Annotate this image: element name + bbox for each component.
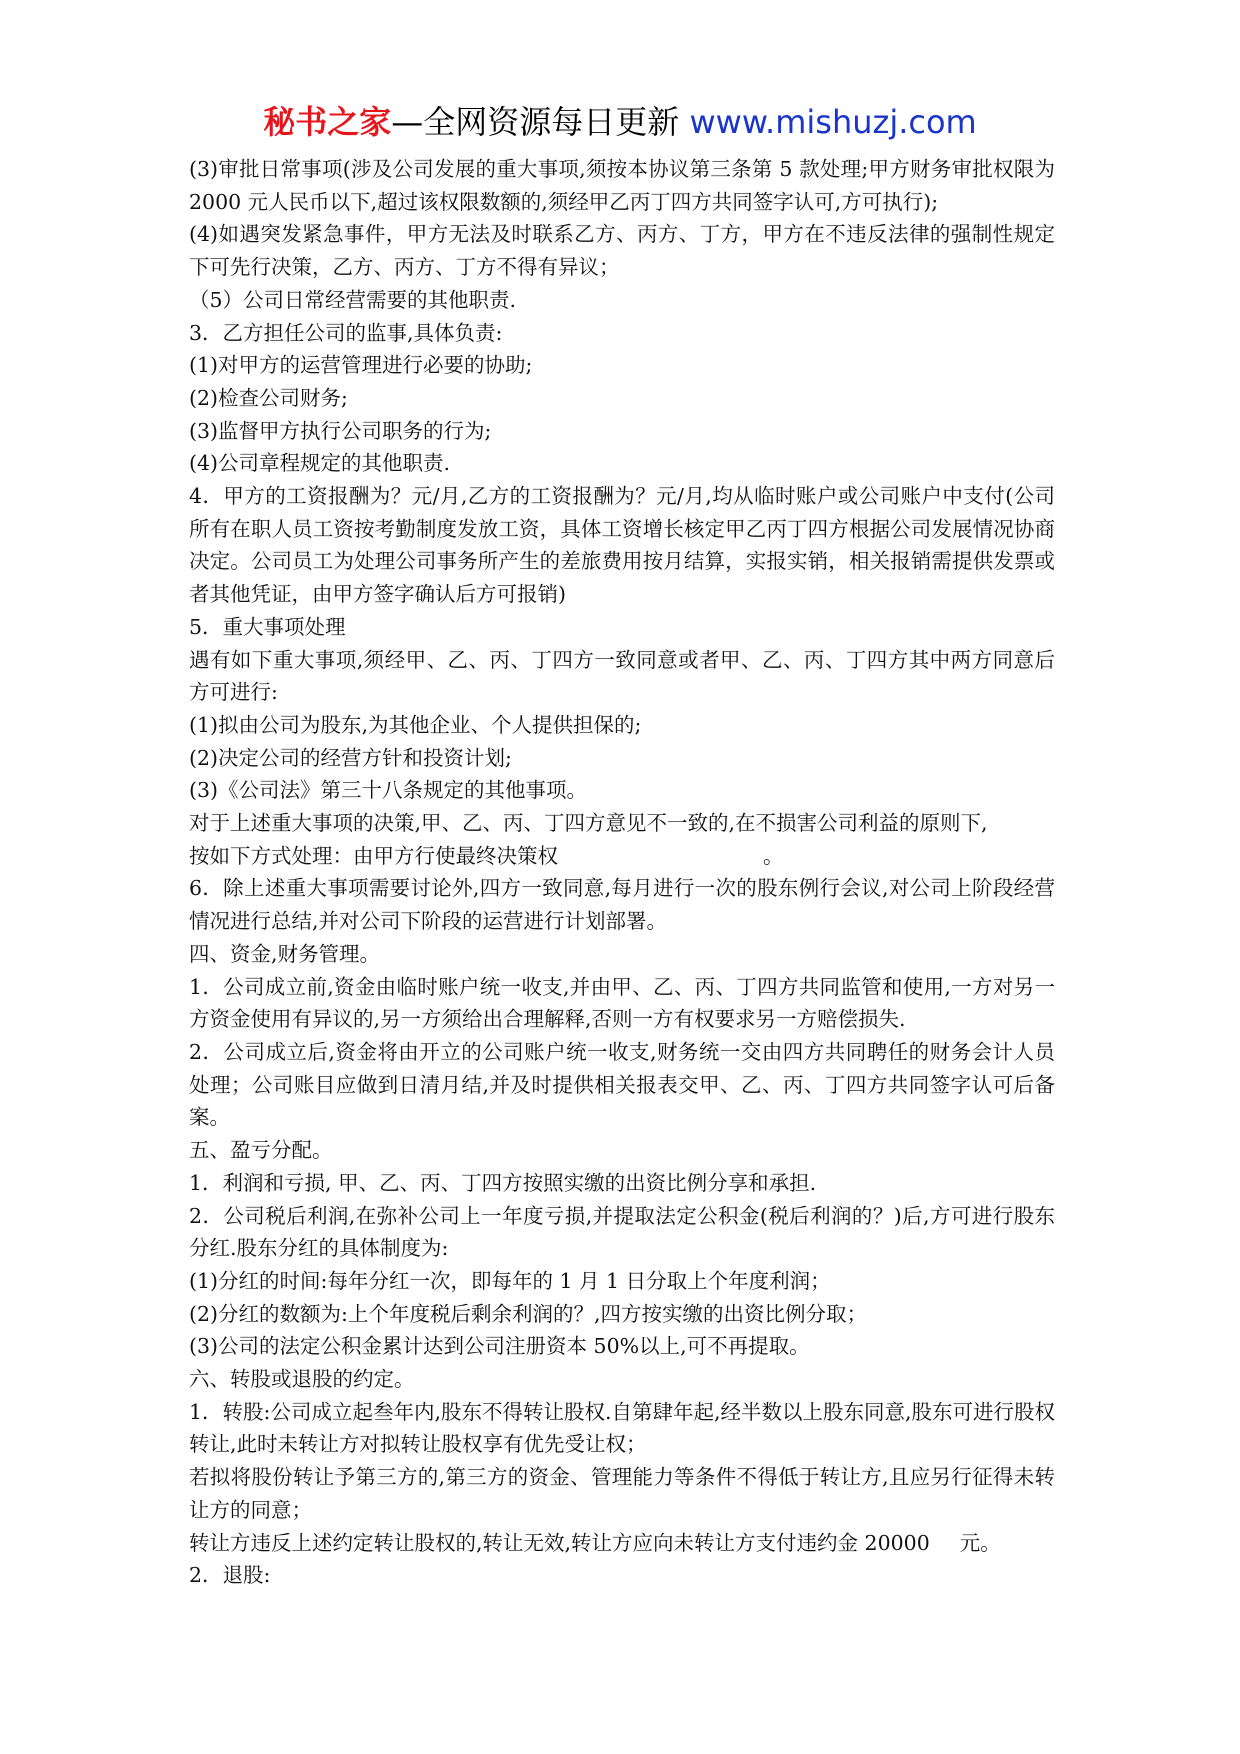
decision-method-text: 按如下方式处理：由甲方行使最终决策权	[189, 843, 558, 868]
site-banner	[0, 100, 1240, 144]
paragraph: 对于上述重大事项的决策,甲、乙、丙、丁四方意见不一致的,在不损害公司利益的原则下,	[189, 811, 988, 836]
paragraph: (2)决定公司的经营方针和投资计划;	[189, 745, 512, 770]
paragraph: 4．甲方的工资报酬为？元/月,乙方的工资报酬为？元/月,均从临时账户或公司账户中支付(公司所有在职人员工资按考勤制度发放工资，具体工资增长核定甲乙丙丁四方根据公司发展情况协商决定。公司员工为处理公司事务所产生的差旅费用按月结算，实报实销，相关报销需提供发票或者其他凭证，由甲方签字确认后方可报销)	[189, 484, 1055, 607]
paragraph: 6．除上述重大事项需要讨论外,四方一致同意,每月进行一次的股东例行会议,对公司上阶段经营情况进行总结,并对公司下阶段的运营进行计划部署。	[189, 876, 1055, 934]
paragraph: (1)对甲方的运营管理进行必要的协助;	[189, 353, 533, 378]
paragraph: 5．重大事项处理	[189, 614, 346, 639]
paragraph: 3．乙方担任公司的监事,具体负责:	[189, 320, 503, 345]
section-heading: 六、转股或退股的约定。	[189, 1367, 415, 1392]
section-heading: 五、盈亏分配。	[189, 1138, 333, 1163]
paragraph: 遇有如下重大事项,须经甲、乙、丙、丁四方一致同意或者甲、乙、丙、丁四方其中两方同意后方可进行:	[189, 647, 1055, 705]
paragraph: (3)审批日常事项(涉及公司发展的重大事项,须按本协议第三条第 5 款处理;甲方财务审批权限为 2000 元人民币以下,超过该权限数额的,须经甲乙丙丁四方共同签字认可,方可执行);	[189, 157, 1055, 214]
penalty-unit: 元。	[959, 1530, 1001, 1555]
paragraph: 2．公司成立后,资金将由开立的公司账户统一收支,财务统一交由四方共同聘任的财务会计人员处理；公司账目应做到日清月结,并及时提供相关报表交甲、乙、丙、丁四方共同签字认可后备案。	[189, 1039, 1055, 1130]
decision-method-end: 。	[763, 843, 784, 868]
site-brand: 秘书之家	[263, 103, 392, 141]
paragraph: (3)公司的法定公积金累计达到公司注册资本 50%以上,可不再提取。	[189, 1334, 810, 1359]
paragraph	[189, 1527, 1055, 1560]
paragraph: (2)检查公司财务;	[189, 385, 348, 410]
paragraph: 1．公司成立前,资金由临时账户统一收支,并由甲、乙、丙、丁四方共同监管和使用,一方对另一方资金使用有异议的,另一方须给出合理解释,否则一方有权要求另一方赔偿损失.	[189, 974, 1055, 1032]
paragraph: (4)如遇突发紧急事件，甲方无法及时联系乙方、丙方、丁方，甲方在不违反法律的强制性规定下可先行决策，乙方、丙方、丁方不得有异议；	[189, 222, 1055, 280]
paragraph: 1．利润和亏损, 甲、乙、丙、丁四方按照实缴的出资比例分享和承担.	[189, 1170, 817, 1195]
paragraph: (3)《公司法》第三十八条规定的其他事项。	[189, 778, 588, 803]
paragraph	[189, 840, 1055, 873]
paragraph: 2．公司税后利润,在弥补公司上一年度亏损,并提取法定公积金(税后利润的？)后,方可进行股东分红.股东分红的具体制度为:	[189, 1203, 1055, 1261]
site-slogan: —全网资源每日更新	[391, 103, 690, 141]
site-url-link[interactable]: www.mishuzj.com	[689, 103, 977, 141]
paragraph: (3)监督甲方执行公司职务的行为;	[189, 418, 492, 443]
paragraph: 1．转股:公司成立起叁年内,股东不得转让股权.自第肆年起,经半数以上股东同意,股东可进行股权转让,此时未转让方对拟转让股权享有优先受让权；	[189, 1399, 1056, 1457]
paragraph: (4)公司章程规定的其他职责.	[189, 451, 451, 476]
paragraph: (1)分红的时间:每年分红一次，即每年的 1 月 1 日分取上个年度利润；	[189, 1268, 831, 1293]
document-body	[189, 153, 1055, 1592]
section-heading: 四、资金,财务管理。	[189, 941, 381, 966]
penalty-text: 转让方违反上述约定转让股权的,转让无效,转让方应向未转让方支付违约金 20000	[189, 1530, 930, 1555]
paragraph: 2．退股:	[189, 1563, 271, 1588]
paragraph: (2)分红的数额为:上个年度税后剩余利润的？,四方按实缴的出资比例分取；	[189, 1301, 867, 1326]
paragraph: （5）公司日常经营需要的其他职责.	[189, 287, 517, 312]
paragraph: 若拟将股份转让予第三方的,第三方的资金、管理能力等条件不得低于转让方,且应另行征得未转让方的同意；	[189, 1465, 1055, 1522]
paragraph: (1)拟由公司为股东,为其他企业、个人提供担保的;	[189, 712, 642, 737]
